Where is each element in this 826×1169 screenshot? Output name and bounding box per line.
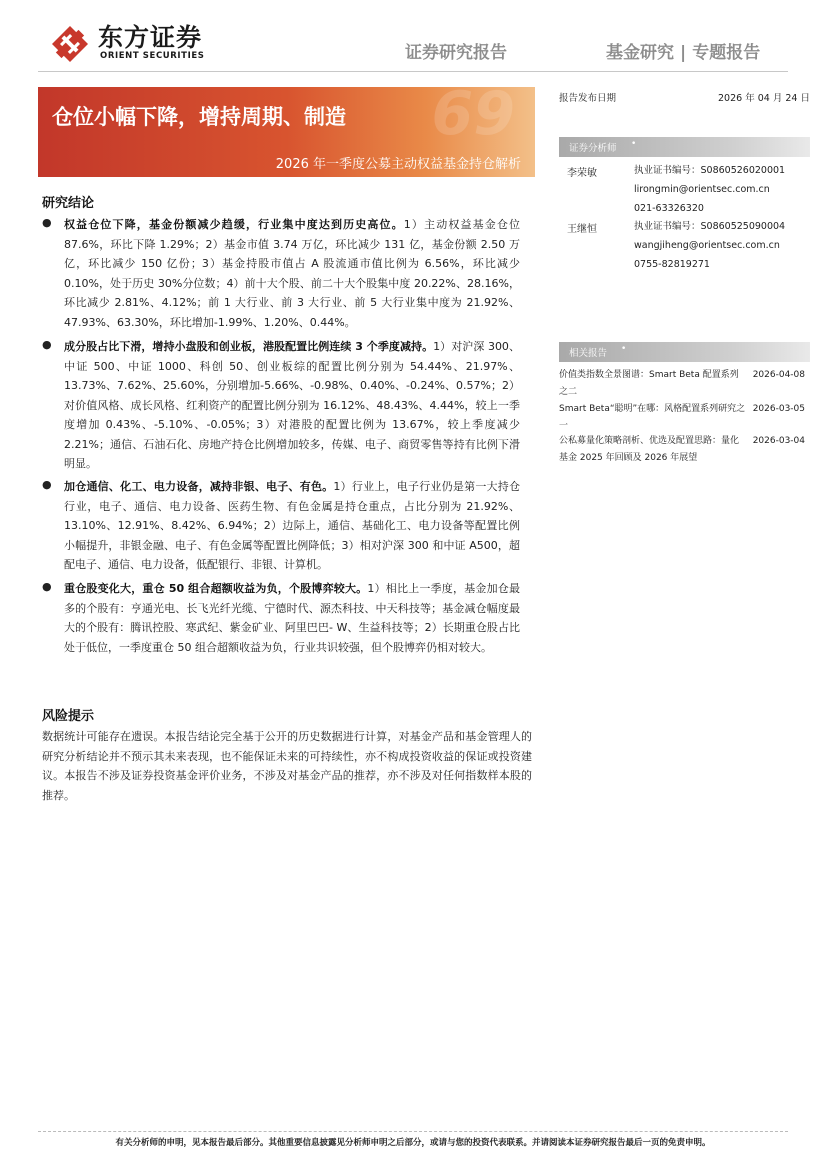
analyst-name: 王继恒 (567, 224, 597, 235)
related-report-item[interactable] (559, 401, 810, 435)
footer-disclaimer: 有关分析师的申明，见本报告最后部分。其他重要信息披露见分析师申明之后部分，或请与您的投资代表联系。并请阅读本证券研究报告最后一页的免责申明。 (115, 1138, 711, 1148)
banner-decoration: 69 (431, 87, 515, 149)
related-report-item[interactable] (559, 367, 810, 401)
related-report-title: 公私募量化策略剖析、优选及配置思路：量化基金 2025 年回顾及 2026 年展望 (559, 436, 740, 463)
conclusion-bullet (42, 579, 520, 657)
title-banner (38, 87, 535, 177)
analysts-heading: 证券分析师 (569, 143, 617, 154)
logo-text-en: ORIENT SECURITIES (100, 51, 205, 61)
analysts-section-bar (559, 137, 810, 157)
bullet-dot-icon: ● (42, 580, 52, 593)
category-separator: | (680, 43, 687, 63)
bullet-text: 成分股占比下滑，增持小盘股和创业板，港股配置比例连续 3 个季度减持。1）对沪深 300、中证 500、中证 1000、科创 50、创业板综的配置比例分别为 54.44%、21.97%、13.73%、7.62%、25.60%，分别增加-5.66%、-0.98%、0.40%、-0.24%、0.57%；2）对价值风格、成长风格、红利资产的配置比例分别为 16.12%、48.43%、4.44%，较上一季度增加 0.43%、-5.10%、-0.05%；3）对港股的配置比例为 13.67%，较上季度减少 2.21%；通信、石油石化、房地产持仓比例增加较多，传媒、电子、商贸零售等持有比例下滑明显。 (64, 340, 520, 470)
related-report-title: Smart Beta“聪明”在哪：风格配置系列研究之一 (559, 404, 746, 431)
bar-dot-icon: • (621, 344, 627, 354)
bar-dot-icon: • (631, 139, 637, 149)
analyst-name: 李荣敏 (567, 168, 597, 179)
related-report-date: 2026-04-08 (752, 370, 805, 380)
header-divider (38, 71, 788, 72)
publish-date-label: 报告发布日期 (559, 93, 617, 104)
analyst-email[interactable]: wangjiheng@orientsec.com.cn (634, 240, 780, 251)
analyst-phone: 021-63326320 (634, 203, 704, 214)
report-category (606, 38, 760, 63)
related-section-bar (559, 342, 810, 362)
publish-date: 2026 年 04 月 24 日 (718, 93, 810, 104)
related-report-date: 2026-03-04 (752, 436, 805, 446)
category-fund-research: 基金研究 (606, 43, 674, 63)
category-special-report: 专题报告 (692, 43, 761, 63)
analyst-license: 执业证书编号：S0860526020001 (634, 165, 786, 176)
risk-text: 数据统计可能存在遗误。本报告结论完全基于公开的历史数据进行计算，对基金产品和基金管理人的研究分析结论并不预示其未来表现，也不能保证未来的可持续性，亦不构成投资收益的保证或投资建议。本报告不涉及证券投资基金评价业务，不涉及对基金产品的推荐，亦不涉及对任何指数样本股的推荐。 (42, 730, 532, 802)
report-type-label: 证券研究报告 (405, 43, 507, 63)
analyst-license: 执业证书编号：S0860525090004 (634, 221, 786, 232)
conclusion-heading: 研究结论 (42, 196, 95, 211)
risk-heading: 风险提示 (42, 709, 95, 724)
bullet-dot-icon: ● (42, 216, 52, 229)
footer-divider (38, 1131, 788, 1132)
related-report-title: 价值类指数全景图谱：Smart Beta 配置系列之二 (559, 370, 739, 397)
orient-securities-logo-icon (50, 24, 90, 64)
bullet-dot-icon: ● (42, 478, 52, 491)
logo-text-cn: 东方证券 (98, 23, 203, 52)
related-heading: 相关报告 (569, 348, 608, 359)
bullet-dot-icon: ● (42, 338, 52, 351)
report-subtitle: 2026 年一季度公募主动权益基金持仓解析 (275, 157, 521, 172)
analyst-phone: 0755-82819271 (634, 259, 710, 270)
bullet-text: 加仓通信、化工、电力设备，减持非银、电子、有色。1）行业上，电子行业仍是第一大持仓行业，电子、通信、电力设备、医药生物、有色金属是持仓重点，占比分别为 21.92%、13.10%、12.91%、8.42%、6.94%；2）边际上，通信、基础化工、电力设备等配置比例小幅提升，非银金融、电子、有色金属等配置比例降低；3）相对沪深 300 和中证 A500，超配电子、通信、电力设备，低配银行、非银、计算机。 (64, 480, 521, 571)
conclusion-bullet (42, 477, 520, 575)
report-title: 仓位小幅下降，增持周期、制造 (52, 105, 346, 129)
conclusion-bullet (42, 215, 520, 332)
bullet-text: 重仓股变化大，重仓 50 组合超额收益为负，个股博弈较大。1）相比上一季度，基金加仓最多的个股有：亨通光电、长飞光纤光缆、宁德时代、源杰科技、中天科技等；基金减仓幅度最大的个股有：腾讯控股、寒武纪、紫金矿业、阿里巴巴- W、生益科技等；2）长期重仓股占比处于低位，一季度重仓 50 组合超额收益为负，行业共识较强，但个股博弈仍相对较大。 (64, 582, 520, 654)
analyst-email[interactable]: lirongmin@orientsec.com.cn (634, 184, 770, 195)
related-report-item[interactable] (559, 433, 810, 467)
related-report-date: 2026-03-05 (752, 404, 805, 414)
conclusion-bullet (42, 337, 520, 474)
bullet-text: 权益仓位下降，基金份额减少趋缓，行业集中度达到历史高位。1）主动权益基金仓位 87.6%，环比下降 1.29%；2）基金市值 3.74 万亿，环比减少 131 亿，基金份额 2.50 万亿，环比减少 150 亿份；3）基金持股市值占 A 股流通市值比例为 6.56%，环比减少 0.10%，处于历史 30%分位数；4）前十大个股、前二十大个股集中度 20.22%、28.16%，环比减少 2.81%、4.12%；前 1 大行业、前 3 大行业、前 5 大行业集中度为 21.92%、47.93%、63.30%，环比增加-1.99%、1.20%、0.44%。 (64, 218, 521, 329)
